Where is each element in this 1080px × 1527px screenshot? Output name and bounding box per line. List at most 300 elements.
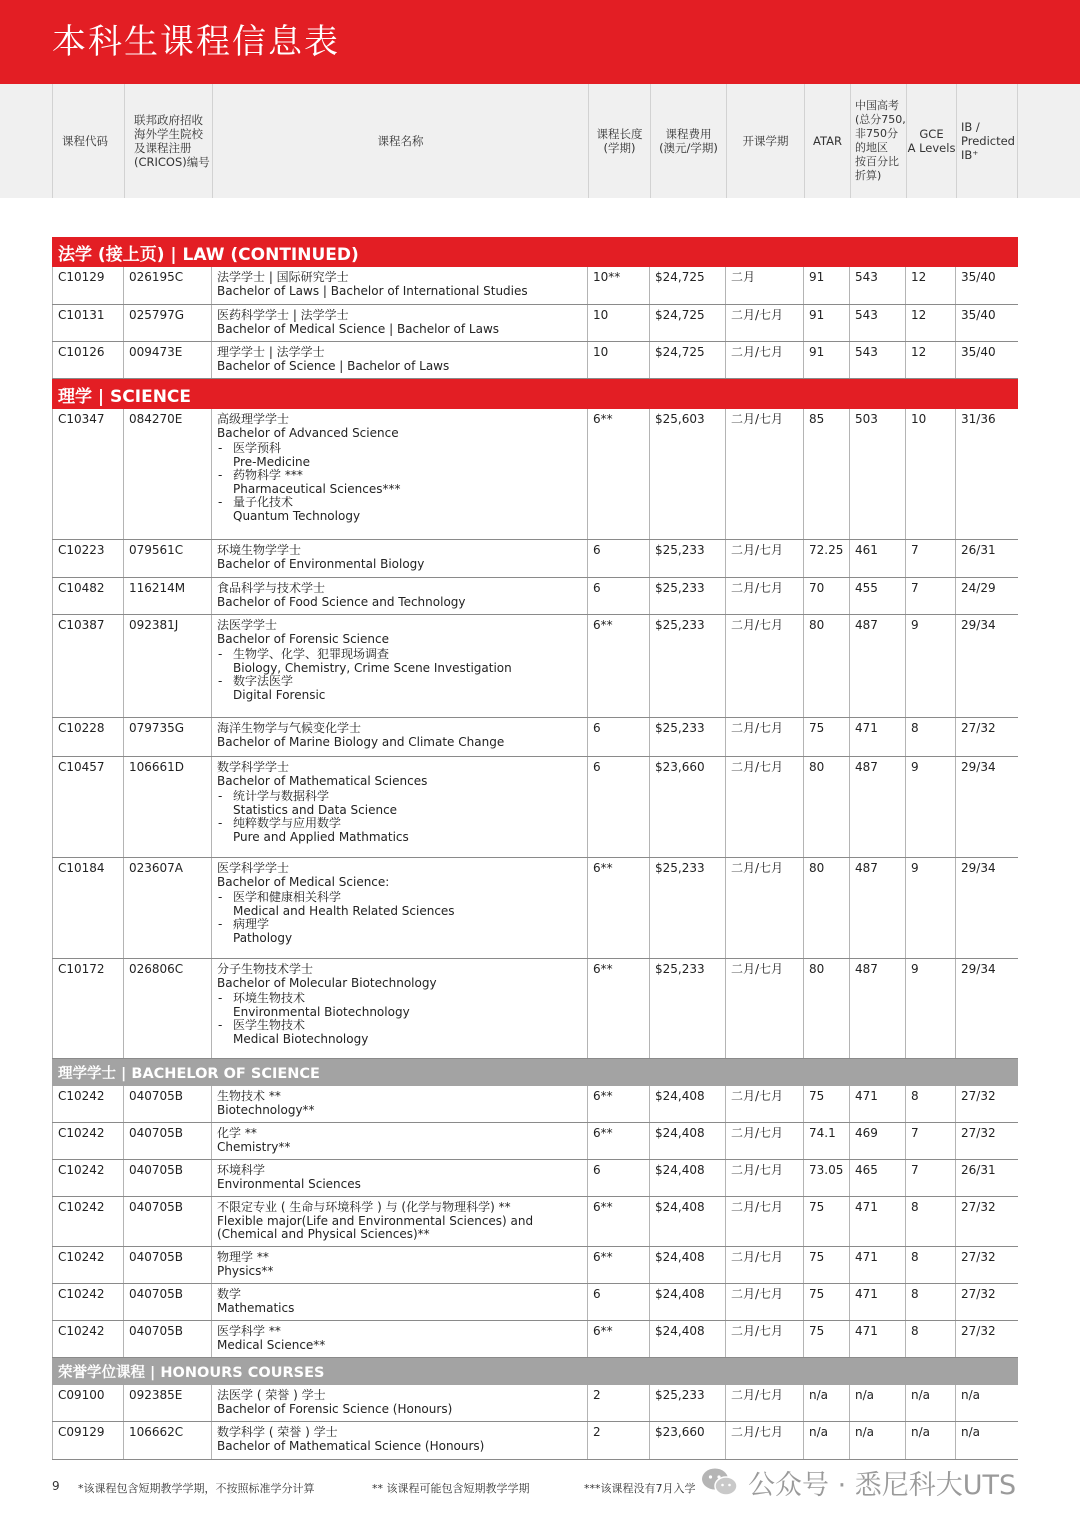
gaokao-score: 471 — [850, 718, 906, 756]
course-code: C10184 — [52, 858, 124, 958]
header-course-name: 课程名称 — [212, 84, 588, 198]
ib-score: 27/32 — [961, 1324, 996, 1338]
course-table — [52, 237, 1018, 1460]
course-length: 10** — [588, 267, 650, 304]
atar-score: n/a — [804, 1385, 850, 1421]
course-name-en: Bachelor of Laws | Bachelor of International Studies — [217, 283, 528, 298]
cricos-code: 092385E — [124, 1385, 212, 1421]
course-name-en: Bachelor of Forensic Science — [217, 631, 389, 646]
gce-score: 9 — [906, 757, 956, 857]
course-name-en: Bachelor of Mathematical Science (Honours) — [217, 1438, 485, 1453]
course-fee: $25,233 — [650, 858, 726, 958]
intake: 二月/七月 — [726, 540, 804, 577]
ib-score: 26/31 — [961, 1163, 996, 1177]
table-row — [52, 1086, 1018, 1123]
gaokao-score: 543 — [850, 267, 906, 304]
course-length: 6** — [588, 1123, 650, 1159]
course-name — [212, 757, 588, 857]
course-code: C10457 — [52, 757, 124, 857]
course-name-en: Mathematics — [217, 1300, 295, 1315]
top-banner — [0, 0, 1080, 84]
ib-score: 26/31 — [961, 543, 996, 557]
cricos-code: 040705B — [124, 1321, 212, 1357]
gce-score: 8 — [906, 718, 956, 756]
header-course-code: 课程代码 — [52, 84, 124, 198]
intake: 二月/七月 — [726, 615, 804, 717]
gce-score: 12 — [906, 305, 956, 341]
cricos-code: 040705B — [124, 1160, 212, 1196]
specialisation-item — [217, 648, 582, 675]
atar-score: 75 — [804, 1321, 850, 1357]
course-fee: $24,725 — [650, 305, 726, 341]
course-length: 10 — [588, 305, 650, 341]
course-name-en: Bachelor of Environmental Biology — [217, 556, 425, 571]
course-code: C10242 — [52, 1160, 124, 1196]
cricos-code: 025797G — [124, 305, 212, 341]
course-name-cn: 医学科学学士 — [217, 861, 290, 875]
intake: 二月/七月 — [726, 1385, 804, 1421]
cricos-code: 023607A — [124, 858, 212, 958]
watermark-text: 公众号 · 悉尼科大UTS — [748, 1469, 1017, 1501]
gaokao-score: 543 — [850, 305, 906, 341]
atar-score: 75 — [804, 1247, 850, 1283]
course-fee: $25,233 — [650, 578, 726, 614]
section-header: 法学 (接上页) | LAW (CONTINUED) — [52, 237, 1018, 267]
gce-score: 7 — [906, 1123, 956, 1159]
specialisation-cn: - 医学预科 — [233, 441, 282, 455]
gaokao-score: 465 — [850, 1160, 906, 1196]
cricos-code: 079735G — [124, 718, 212, 756]
course-name-cn: 不限定专业 ( 生命与环境科学 ) 与 (化学与物理科学) ** — [217, 1200, 511, 1214]
atar-score: n/a — [804, 1422, 850, 1459]
course-length: 6** — [588, 1321, 650, 1357]
course-length: 6** — [588, 409, 650, 539]
course-name-cn: 化学 ** — [217, 1126, 257, 1140]
atar-score: 80 — [804, 858, 850, 958]
course-fee: $24,408 — [650, 1284, 726, 1320]
header-atar: ATAR — [804, 84, 850, 198]
course-name — [212, 1160, 588, 1196]
course-code: C09100 — [52, 1385, 124, 1421]
course-name — [212, 1247, 588, 1283]
atar-score: 75 — [804, 1086, 850, 1122]
course-name — [212, 1385, 588, 1421]
atar-score: 91 — [804, 267, 850, 304]
gaokao-score: 503 — [850, 409, 906, 539]
cricos-code: 040705B — [124, 1284, 212, 1320]
ib-score: 27/32 — [961, 1126, 996, 1140]
course-name — [212, 540, 588, 577]
course-fee: $24,408 — [650, 1160, 726, 1196]
course-name-cn: 食品科学与技术学士 — [217, 581, 326, 595]
course-fee: $24,408 — [650, 1086, 726, 1122]
specialisation-cn: - 纯粹数学与应用数学 — [233, 816, 342, 830]
course-length: 6 — [588, 1284, 650, 1320]
intake: 二月/七月 — [726, 1160, 804, 1196]
table-row — [52, 615, 1018, 718]
gce-score: 9 — [906, 615, 956, 717]
specialisation-item — [217, 469, 582, 496]
header-cricos: 联邦政府招收 海外学生院校 及课程注册 (CRICOS)编号 — [124, 84, 212, 198]
course-length: 6 — [588, 757, 650, 857]
table-row — [52, 409, 1018, 540]
course-code: C09129 — [52, 1422, 124, 1459]
gce-score: 8 — [906, 1197, 956, 1246]
atar-score: 91 — [804, 342, 850, 378]
gaokao-score: 471 — [850, 1197, 906, 1246]
gaokao-score: n/a — [850, 1385, 906, 1421]
course-length: 6** — [588, 858, 650, 958]
course-name — [212, 1422, 588, 1459]
course-fee: $25,233 — [650, 718, 726, 756]
course-name-cn: 高级理学学士 — [217, 412, 290, 426]
course-fee: $24,408 — [650, 1321, 726, 1357]
ib-score: 35/40 — [961, 345, 996, 359]
specialisation-cn: - 量子化技术 — [233, 495, 294, 509]
ib-score: 27/32 — [961, 1089, 996, 1103]
specialisation-item — [217, 1019, 582, 1046]
course-name — [212, 305, 588, 341]
course-name-en: Bachelor of Advanced Science — [217, 425, 399, 440]
course-length: 2 — [588, 1385, 650, 1421]
course-code: C10228 — [52, 718, 124, 756]
specialisation-cn: - 环境生物技术 — [233, 991, 306, 1005]
ib-score: 29/34 — [961, 760, 996, 774]
atar-score: 75 — [804, 1284, 850, 1320]
atar-score: 91 — [804, 305, 850, 341]
course-code: C10242 — [52, 1284, 124, 1320]
gaokao-score: 471 — [850, 1321, 906, 1357]
ib-score: 29/34 — [961, 618, 996, 632]
course-name-en: Bachelor of Medical Science | Bachelor of Laws — [217, 321, 500, 336]
gaokao-score: 471 — [850, 1247, 906, 1283]
ib-score: 29/34 — [961, 861, 996, 875]
gaokao-score: 487 — [850, 615, 906, 717]
header-gaokao: 中国高考 (总分750, 非750分 的地区 按百分比 折算) — [850, 84, 906, 198]
ib-score: n/a — [961, 1425, 981, 1439]
course-code: C10172 — [52, 959, 124, 1058]
gaokao-score: 543 — [850, 342, 906, 378]
course-name-cn: 数学科学 ( 荣誉 ) 学士 — [217, 1425, 338, 1439]
cricos-code: 079561C — [124, 540, 212, 577]
ib-score: 31/36 — [961, 412, 996, 426]
specialisation-list — [217, 648, 582, 702]
intake: 二月/七月 — [726, 1284, 804, 1320]
footnote-2: ** 该课程可能包含短期教学学期 — [372, 1482, 530, 1495]
course-length: 6 — [588, 540, 650, 577]
gaokao-score: 469 — [850, 1123, 906, 1159]
course-code: C10387 — [52, 615, 124, 717]
gce-score: 8 — [906, 1086, 956, 1122]
header-gce: GCE A Levels — [906, 84, 956, 198]
cricos-code: 040705B — [124, 1247, 212, 1283]
cricos-code: 026195C — [124, 267, 212, 304]
specialisation-en: Pathology — [233, 930, 293, 945]
gce-score: 8 — [906, 1284, 956, 1320]
course-name-en: Bachelor of Forensic Science (Honours) — [217, 1401, 453, 1416]
specialisation-list — [217, 790, 582, 844]
course-name-en: Physics** — [217, 1263, 274, 1278]
intake: 二月/七月 — [726, 757, 804, 857]
course-fee: $24,725 — [650, 267, 726, 304]
gce-score: 10 — [906, 409, 956, 539]
gce-score: 8 — [906, 1321, 956, 1357]
page-title: 本科生课程信息表 — [52, 22, 340, 62]
table-row — [52, 1385, 1018, 1422]
course-name — [212, 342, 588, 378]
course-code: C10242 — [52, 1123, 124, 1159]
course-name-cn: 法医学 ( 荣誉 ) 学士 — [217, 1388, 326, 1402]
course-name-en: Bachelor of Molecular Biotechnology — [217, 975, 437, 990]
course-fee: $24,408 — [650, 1247, 726, 1283]
course-length: 6** — [588, 959, 650, 1058]
course-fee: $24,408 — [650, 1123, 726, 1159]
atar-score: 80 — [804, 615, 850, 717]
gce-score: 7 — [906, 578, 956, 614]
ib-score: n/a — [961, 1388, 981, 1402]
course-length: 10 — [588, 342, 650, 378]
specialisation-cn: - 生物学、化学、犯罪现场调查 — [233, 647, 390, 661]
cricos-code: 084270E — [124, 409, 212, 539]
specialisation-item — [217, 817, 582, 844]
gce-score: 8 — [906, 1247, 956, 1283]
header-intake: 开课学期 — [726, 84, 804, 198]
table-row — [52, 1422, 1018, 1460]
course-name-en: Environmental Sciences — [217, 1176, 361, 1191]
course-length: 6** — [588, 1197, 650, 1246]
course-name-cn: 数学 — [217, 1287, 242, 1301]
specialisation-en: Digital Forensic — [233, 687, 326, 702]
cricos-code: 040705B — [124, 1086, 212, 1122]
course-name-en: Medical Science** — [217, 1337, 326, 1352]
course-fee: $25,603 — [650, 409, 726, 539]
course-name-cn: 医学科学 ** — [217, 1324, 281, 1338]
specialisation-en: Medical and Health Related Sciences — [233, 903, 455, 918]
specialisation-cn: - 数字法医学 — [233, 674, 294, 688]
specialisation-en: Pharmaceutical Sciences*** — [233, 481, 401, 496]
specialisation-item — [217, 891, 582, 918]
section-header: 荣誉学位课程 | HONOURS COURSES — [52, 1358, 1018, 1385]
table-row — [52, 342, 1018, 379]
course-name-en: Bachelor of Medical Science: — [217, 874, 390, 889]
table-row — [52, 1284, 1018, 1321]
ib-score: 35/40 — [961, 270, 996, 284]
course-name — [212, 267, 588, 304]
course-name-en: Bachelor of Science | Bachelor of Laws — [217, 358, 450, 373]
course-name-cn: 医药科学学士 | 法学学士 — [217, 308, 349, 322]
course-name — [212, 615, 588, 717]
specialisation-en: Biology, Chemistry, Crime Scene Investigation — [233, 660, 512, 675]
atar-score: 73.05 — [804, 1160, 850, 1196]
course-code: C10129 — [52, 267, 124, 304]
table-row — [52, 718, 1018, 757]
table-header — [0, 84, 1080, 198]
course-name-en: Bachelor of Food Science and Technology — [217, 594, 466, 609]
course-name — [212, 858, 588, 958]
gaokao-score: 487 — [850, 757, 906, 857]
gce-score: n/a — [906, 1422, 956, 1459]
specialisation-cn: - 药物科学 *** — [233, 468, 303, 482]
table-row — [52, 858, 1018, 959]
atar-score: 80 — [804, 959, 850, 1058]
course-name-en: Chemistry** — [217, 1139, 291, 1154]
specialisation-list — [217, 891, 582, 945]
header-length: 课程长度 (学期) — [588, 84, 650, 198]
atar-score: 80 — [804, 757, 850, 857]
cricos-code: 106662C — [124, 1422, 212, 1459]
course-name — [212, 409, 588, 539]
specialisation-item — [217, 675, 582, 702]
course-fee: $25,233 — [650, 615, 726, 717]
section-header: 理学学士 | BACHELOR OF SCIENCE — [52, 1059, 1018, 1086]
intake: 二月/七月 — [726, 718, 804, 756]
course-fee: $24,408 — [650, 1197, 726, 1246]
course-length: 6 — [588, 1160, 650, 1196]
specialisation-cn: - 医学生物技术 — [233, 1018, 306, 1032]
course-code: C10482 — [52, 578, 124, 614]
gaokao-score: 455 — [850, 578, 906, 614]
header-ib: IB / Predicted IB⁺ — [956, 84, 1018, 198]
specialisation-item — [217, 442, 582, 469]
course-name-cn: 理学学士 | 法学学士 — [217, 345, 325, 359]
cricos-code: 040705B — [124, 1123, 212, 1159]
table-row — [52, 1197, 1018, 1247]
course-code: C10347 — [52, 409, 124, 539]
specialisation-item — [217, 918, 582, 945]
course-fee: $23,660 — [650, 757, 726, 857]
course-name-en: Bachelor of Marine Biology and Climate Change — [217, 734, 505, 749]
specialisation-list — [217, 442, 582, 523]
course-name — [212, 578, 588, 614]
specialisation-en: Pure and Applied Mathmatics — [233, 829, 409, 844]
gce-score: 12 — [906, 267, 956, 304]
atar-score: 85 — [804, 409, 850, 539]
course-fee: $25,233 — [650, 959, 726, 1058]
course-name-cn: 生物技术 ** — [217, 1089, 281, 1103]
ib-score: 27/32 — [961, 1287, 996, 1301]
course-name — [212, 1197, 588, 1246]
course-code: C10242 — [52, 1321, 124, 1357]
page-number: 9 — [52, 1479, 60, 1493]
specialisation-list — [217, 992, 582, 1046]
gaokao-score: n/a — [850, 1422, 906, 1459]
intake: 二月/七月 — [726, 305, 804, 341]
course-length: 6 — [588, 578, 650, 614]
course-name-cn: 海洋生物学与气候变化学士 — [217, 721, 362, 735]
specialisation-cn: - 医学和健康相关科学 — [233, 890, 342, 904]
gaokao-score: 461 — [850, 540, 906, 577]
course-code: C10242 — [52, 1197, 124, 1246]
course-name-en: Bachelor of Mathematical Sciences — [217, 773, 428, 788]
table-row — [52, 757, 1018, 858]
intake: 二月/七月 — [726, 1123, 804, 1159]
gce-score: 9 — [906, 959, 956, 1058]
gaokao-score: 471 — [850, 1086, 906, 1122]
ib-score: 24/29 — [961, 581, 996, 595]
cricos-code: 026806C — [124, 959, 212, 1058]
atar-score: 72.25 — [804, 540, 850, 577]
course-name-cn: 数学科学学士 — [217, 760, 290, 774]
intake: 二月/七月 — [726, 1247, 804, 1283]
specialisation-en: Quantum Technology — [233, 508, 361, 523]
header-fee: 课程费用 (澳元/学期) — [650, 84, 726, 198]
course-length: 6** — [588, 615, 650, 717]
wechat-icon — [700, 1466, 740, 1498]
intake: 二月/七月 — [726, 578, 804, 614]
intake: 二月/七月 — [726, 1197, 804, 1246]
gce-score: n/a — [906, 1385, 956, 1421]
table-row — [52, 1321, 1018, 1358]
course-length: 2 — [588, 1422, 650, 1459]
cricos-code: 116214M — [124, 578, 212, 614]
table-row — [52, 1247, 1018, 1284]
course-name-cn: 分子生物技术学士 — [217, 962, 314, 976]
ib-score: 27/32 — [961, 1200, 996, 1214]
ib-score: 35/40 — [961, 308, 996, 322]
atar-score: 75 — [804, 718, 850, 756]
course-code: C10242 — [52, 1247, 124, 1283]
intake: 二月/七月 — [726, 1321, 804, 1357]
gaokao-score: 487 — [850, 959, 906, 1058]
footnote-3: ***该课程没有7月入学 — [584, 1482, 696, 1495]
watermark — [700, 1462, 1016, 1502]
course-fee: $24,725 — [650, 342, 726, 378]
course-fee: $23,660 — [650, 1422, 726, 1459]
course-code: C10131 — [52, 305, 124, 341]
gce-score: 7 — [906, 1160, 956, 1196]
atar-score: 74.1 — [804, 1123, 850, 1159]
table-row — [52, 959, 1018, 1059]
specialisation-cn: - 病理学 — [233, 917, 270, 931]
intake: 二月/七月 — [726, 1422, 804, 1459]
course-code: C10126 — [52, 342, 124, 378]
specialisation-item — [217, 992, 582, 1019]
atar-score: 70 — [804, 578, 850, 614]
specialisation-cn: - 统计学与数据科学 — [233, 789, 330, 803]
course-code: C10223 — [52, 540, 124, 577]
table-row — [52, 267, 1018, 305]
specialisation-item — [217, 790, 582, 817]
course-code: C10242 — [52, 1086, 124, 1122]
specialisation-item — [217, 496, 582, 523]
course-name-cn: 法学学士 | 国际研究学士 — [217, 270, 349, 284]
course-name — [212, 718, 588, 756]
gce-score: 7 — [906, 540, 956, 577]
specialisation-en: Environmental Biotechnology — [233, 1004, 410, 1019]
gce-score: 12 — [906, 342, 956, 378]
course-name — [212, 1284, 588, 1320]
table-row — [52, 1123, 1018, 1160]
gaokao-score: 487 — [850, 858, 906, 958]
course-name — [212, 1321, 588, 1357]
course-name-en: Flexible major(Life and Environmental Sciences) and (Chemical and Physical Sciences)** — [217, 1213, 534, 1241]
course-name-cn: 物理学 ** — [217, 1250, 269, 1264]
cricos-code: 092381J — [124, 615, 212, 717]
course-name-cn: 环境生物学学士 — [217, 543, 302, 557]
intake: 二月/七月 — [726, 342, 804, 378]
cricos-code: 009473E — [124, 342, 212, 378]
course-fee: $25,233 — [650, 540, 726, 577]
gce-score: 9 — [906, 858, 956, 958]
course-fee: $25,233 — [650, 1385, 726, 1421]
intake: 二月/七月 — [726, 1086, 804, 1122]
ib-score: 29/34 — [961, 962, 996, 976]
table-row — [52, 1160, 1018, 1197]
course-length: 6** — [588, 1086, 650, 1122]
specialisation-en: Pre-Medicine — [233, 454, 311, 469]
specialisation-en: Medical Biotechnology — [233, 1031, 369, 1046]
course-name-cn: 环境科学 — [217, 1163, 266, 1177]
